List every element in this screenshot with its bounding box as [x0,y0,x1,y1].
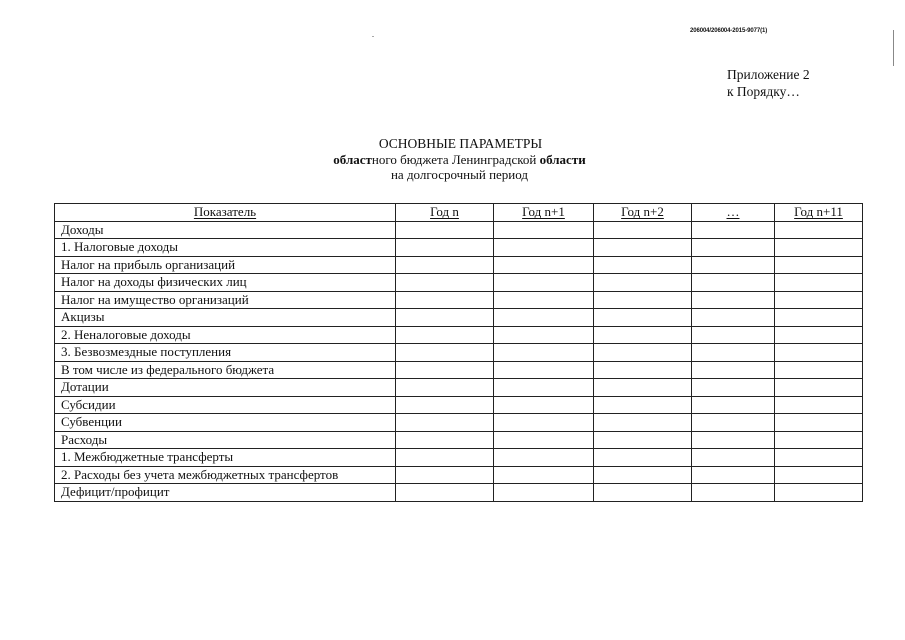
title-line-2 [14,152,905,167]
value-cell [692,326,775,344]
appendix-line-1: Приложение 2 [727,67,810,82]
value-cell [692,379,775,397]
value-cell [594,221,692,239]
row-label: 1. Межбюджетные трансферты [55,449,396,467]
table-row [55,344,863,362]
budget-parameters-table [54,203,863,502]
row-label: Налог на прибыль организаций [55,256,396,274]
column-header-indicator: Показатель [55,204,396,222]
document-title [0,136,905,183]
column-header-year-n1: Год n+1 [494,204,594,222]
row-label: 3. Безвозмездные поступления [55,344,396,362]
value-cell [594,484,692,502]
appendix-note [727,66,810,100]
value-cell [692,466,775,484]
value-cell [775,449,863,467]
row-label: Дотации [55,379,396,397]
value-cell [775,344,863,362]
table-row [55,484,863,502]
value-cell [396,414,494,432]
row-label: Налог на доходы физических лиц [55,274,396,292]
scan-edge-mark [893,30,894,66]
value-cell [494,379,594,397]
value-cell [775,326,863,344]
column-header-year-n11: Год n+11 [775,204,863,222]
table-row [55,361,863,379]
value-cell [494,396,594,414]
row-label: Субвенции [55,414,396,432]
row-label: 2. Расходы без учета межбюджетных трансфертов [55,466,396,484]
value-cell [594,239,692,257]
value-cell [494,449,594,467]
value-cell [494,431,594,449]
value-cell [775,274,863,292]
value-cell [775,431,863,449]
value-cell [494,221,594,239]
value-cell [692,431,775,449]
value-cell [494,326,594,344]
value-cell [494,361,594,379]
title-line-2-plain: ного бюджета Ленинградской [371,152,540,167]
value-cell [396,221,494,239]
value-cell [692,361,775,379]
value-cell [692,484,775,502]
value-cell [396,484,494,502]
table-row [55,239,863,257]
row-label: Расходы [55,431,396,449]
title-line-2-bold-2: области [539,152,586,167]
scan-dot: . [372,30,374,39]
table-row [55,221,863,239]
row-label: Налог на имущество организаций [55,291,396,309]
column-header-year-n2: Год n+2 [594,204,692,222]
value-cell [775,221,863,239]
value-cell [594,274,692,292]
value-cell [775,239,863,257]
value-cell [594,361,692,379]
table-row [55,309,863,327]
value-cell [594,396,692,414]
value-cell [775,361,863,379]
value-cell [594,466,692,484]
row-label: Дефицит/профицит [55,484,396,502]
value-cell [494,344,594,362]
value-cell [396,309,494,327]
value-cell [775,414,863,432]
title-line-3: на долгосрочный период [390,167,529,182]
value-cell [494,309,594,327]
row-label: Акцизы [55,309,396,327]
value-cell [692,239,775,257]
value-cell [775,256,863,274]
value-cell [692,291,775,309]
row-label: 2. Неналоговые доходы [55,326,396,344]
value-cell [494,414,594,432]
table-row [55,326,863,344]
document-id: 206004/206004-2015-9077(1) [690,28,768,34]
value-cell [594,344,692,362]
value-cell [775,396,863,414]
value-cell [594,309,692,327]
value-cell [396,291,494,309]
table-row [55,256,863,274]
value-cell [594,414,692,432]
value-cell [775,309,863,327]
table-row [55,431,863,449]
table-row [55,291,863,309]
table-row [55,396,863,414]
value-cell [775,466,863,484]
table-row [55,414,863,432]
value-cell [494,239,594,257]
value-cell [775,379,863,397]
value-cell [396,239,494,257]
value-cell [494,256,594,274]
column-header-ellipsis: … [692,204,775,222]
column-header-year-n: Год n [396,204,494,222]
value-cell [494,274,594,292]
title-line-2-bold-1: област [333,152,372,167]
value-cell [692,256,775,274]
value-cell [396,344,494,362]
value-cell [594,326,692,344]
value-cell [692,414,775,432]
table-row [55,449,863,467]
value-cell [594,291,692,309]
value-cell [494,291,594,309]
value-cell [692,309,775,327]
value-cell [396,379,494,397]
value-cell [692,396,775,414]
value-cell [396,361,494,379]
title-line-1: ОСНОВНЫЕ ПАРАМЕТРЫ [378,136,543,151]
value-cell [594,449,692,467]
value-cell [396,256,494,274]
row-label: 1. Налоговые доходы [55,239,396,257]
value-cell [594,256,692,274]
value-cell [396,449,494,467]
value-cell [775,484,863,502]
value-cell [692,344,775,362]
table-header-row [55,204,863,222]
value-cell [494,484,594,502]
value-cell [396,431,494,449]
value-cell [396,274,494,292]
value-cell [692,221,775,239]
value-cell [594,431,692,449]
value-cell [692,449,775,467]
row-label: В том числе из федерального бюджета [55,361,396,379]
row-label: Субсидии [55,396,396,414]
value-cell [396,326,494,344]
appendix-line-2: к Порядку… [727,84,800,99]
table-row [55,274,863,292]
table-row [55,379,863,397]
row-label: Доходы [55,221,396,239]
table-row [55,466,863,484]
value-cell [396,396,494,414]
value-cell [396,466,494,484]
value-cell [594,379,692,397]
value-cell [775,291,863,309]
value-cell [494,466,594,484]
value-cell [692,274,775,292]
